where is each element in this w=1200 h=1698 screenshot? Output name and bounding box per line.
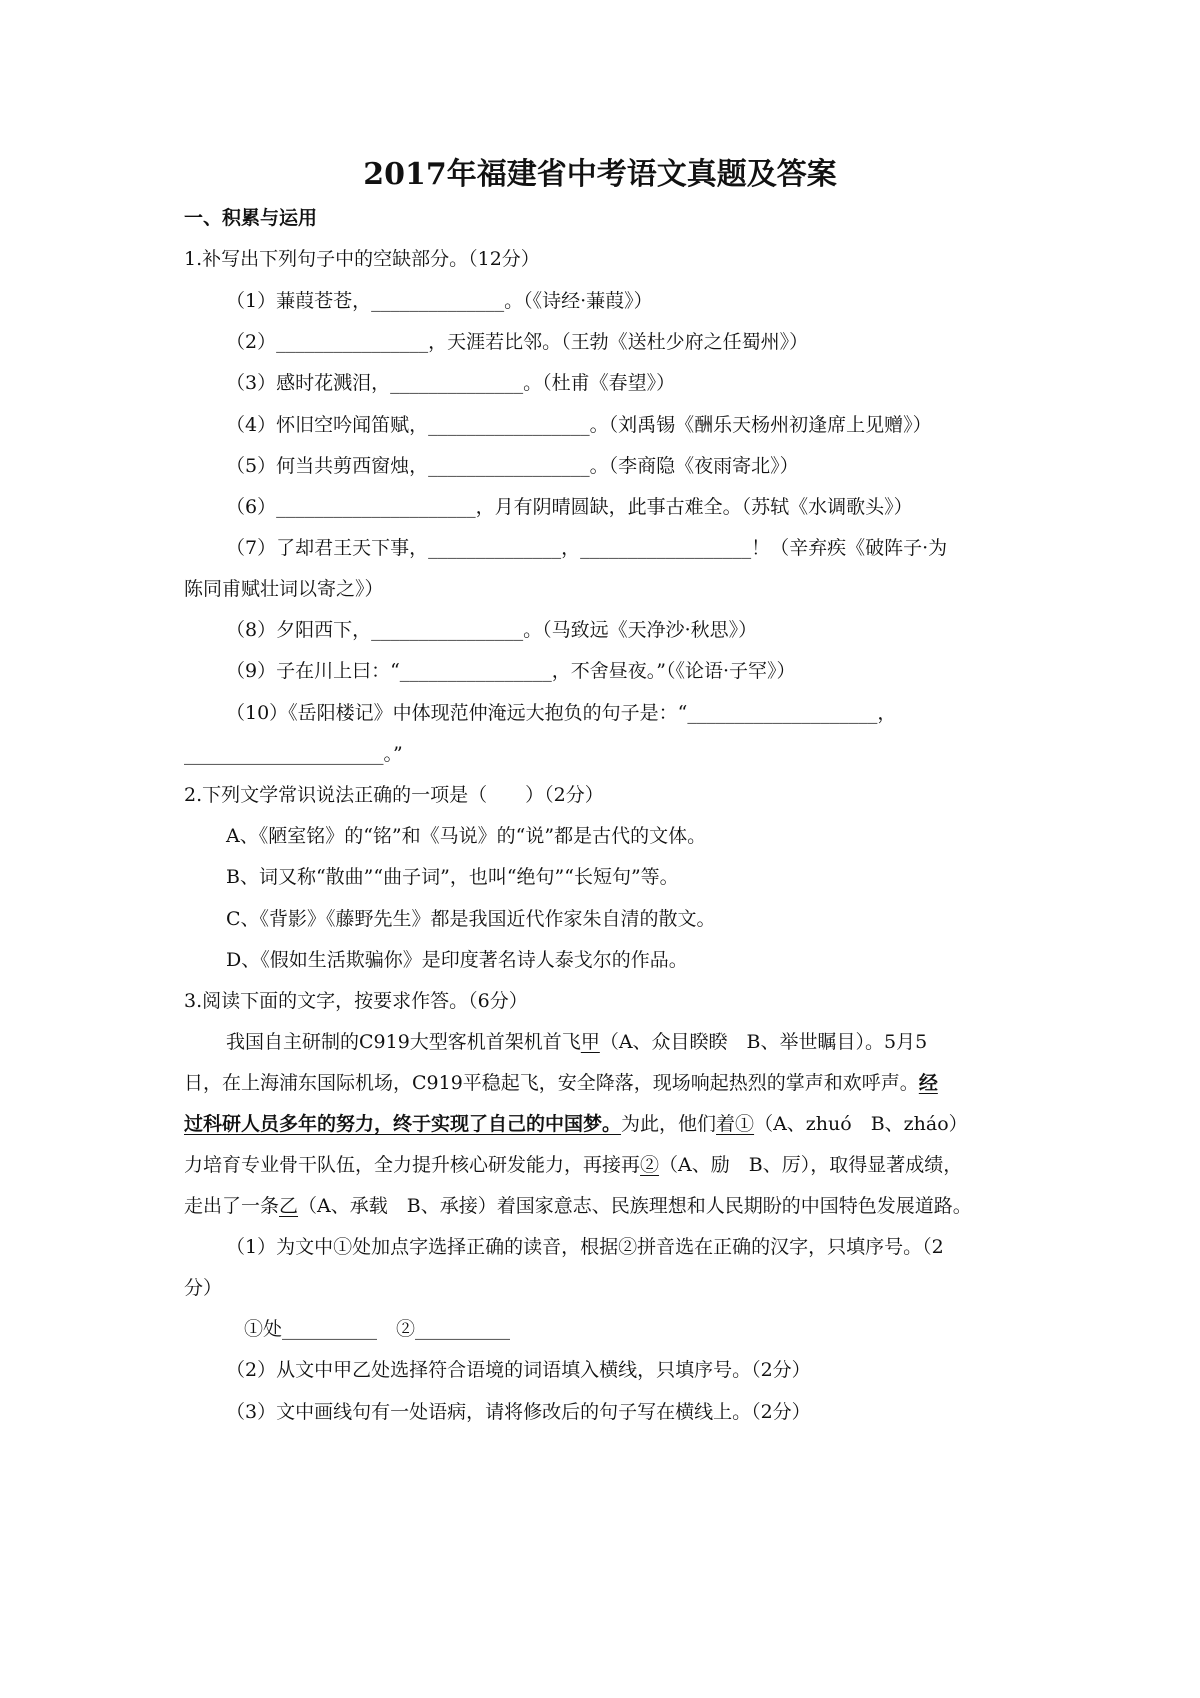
section-heading: 一、积累与运用 (184, 207, 318, 229)
question-2-stem: 2.下列文学常识说法正确的一项是（ ）（2分） (184, 784, 604, 806)
passage-text: （A、zhuó B、zháo） (754, 1113, 968, 1135)
q1-item-2: （2）________________，天涯若比邻。（王勃《送杜少府之任蜀州》） (226, 331, 809, 353)
q1-item-10-cont: _____________________。” (184, 743, 403, 765)
question-1-stem: 1.补写出下列句子中的空缺部分。（12分） (184, 248, 540, 270)
blank-marker-jia: 甲 (580, 1031, 600, 1053)
dotted-character: 着 (716, 1113, 736, 1135)
q1-item-7-cont: 陈同甫赋壮词以寄之》） (184, 578, 384, 600)
q2-option-b: B、词又称“散曲”“曲子词”，也叫“绝句”“长短句”等。 (226, 866, 679, 888)
q3-sub-1-blanks: ①处__________ ②__________ (244, 1318, 511, 1340)
q3-passage-line-3 (184, 1111, 968, 1137)
blank-marker-yi: 乙 (279, 1195, 299, 1217)
passage-text: 为此，他们 (621, 1113, 717, 1135)
q3-sub-3: （3）文中画线句有一处语病，请将修改后的句子写在横线上。（2分） (226, 1401, 811, 1423)
passage-text: （A、励 B、厉），取得显著成绩， (659, 1154, 963, 1176)
passage-text: （A、众目睽睽 B、举世瞩目）。5月5 (599, 1031, 928, 1053)
q3-passage-line-1 (226, 1029, 927, 1055)
q3-passage-line-2 (184, 1070, 938, 1096)
q1-item-6: （6）_____________________，月有阴晴圆缺，此事古难全。（苏轼《水调歌头》） (226, 496, 913, 518)
q3-sub-1: （1）为文中①处加点字选择正确的读音，根据②拼音选在正确的汉字，只填序号。（2 (226, 1236, 944, 1258)
q1-item-3: （3）感时花溅泪，______________。（杜甫《春望》） (226, 372, 676, 394)
q3-sub-2: （2）从文中甲乙处选择符合语境的词语填入横线，只填序号。（2分） (226, 1359, 811, 1381)
q2-option-c: C、《背影》《藤野先生》都是我国近代作家朱自清的散文。 (226, 908, 716, 930)
circled-number-2: ② (640, 1154, 660, 1176)
q2-option-d: D、《假如生活欺骗你》是印度著名诗人泰戈尔的作品。 (226, 949, 688, 971)
q1-item-8: （8）夕阳西下，________________。（马致远《天净沙·秋思》） (226, 619, 758, 641)
q1-item-10: （10）《岳阳楼记》中体现范仲淹远大抱负的句子是：“____________________， (226, 702, 897, 724)
passage-text: （A、承载 B、承接）着国家意志、民族理想和人民期盼的中国特色发展道路。 (298, 1195, 972, 1217)
q1-item-7: （7）了却君王天下事，______________，__________________！（辛弃疾《破阵子·为 (226, 537, 948, 559)
q1-item-9: （9）子在川上曰：“________________，不舍昼夜。”（《论语·子罕》） (226, 660, 796, 682)
underlined-sentence: 经 (918, 1072, 938, 1094)
passage-text: 日，在上海浦东国际机场，C919平稳起飞，安全降落，现场响起热烈的掌声和欢呼声。 (184, 1072, 919, 1094)
circled-number-1: ① (735, 1113, 755, 1135)
q3-passage-line-4 (184, 1152, 962, 1178)
q1-item-5: （5）何当共剪西窗烛，_________________。（李商隐《夜雨寄北》） (226, 455, 799, 477)
passage-text: 力培育专业骨干队伍，全力提升核心研发能力，再接再 (184, 1154, 641, 1176)
q3-sub-1-cont: 分） (184, 1277, 223, 1299)
question-3-stem: 3.阅读下面的文字，按要求作答。（6分） (184, 990, 528, 1012)
passage-text: 走出了一条 (184, 1195, 280, 1217)
q1-item-4: （4）怀旧空吟闻笛赋，_________________。（刘禹锡《酬乐天杨州初逢席上见赠》） (226, 414, 932, 436)
q1-item-1: （1）蒹葭苍苍，______________。（《诗经·蒹葭》） (226, 290, 653, 312)
q3-passage-line-5 (184, 1193, 972, 1219)
document-title: 2017年福建省中考语文真题及答案 (363, 157, 837, 192)
q2-option-a: A、《陋室铭》的“铭”和《马说》的“说”都是古代的文体。 (226, 825, 707, 847)
passage-text: 我国自主研制的C919大型客机首架机首飞 (226, 1031, 581, 1053)
underlined-sentence: 过科研人员多年的努力，终于实现了自己的中国梦。 (184, 1113, 622, 1135)
